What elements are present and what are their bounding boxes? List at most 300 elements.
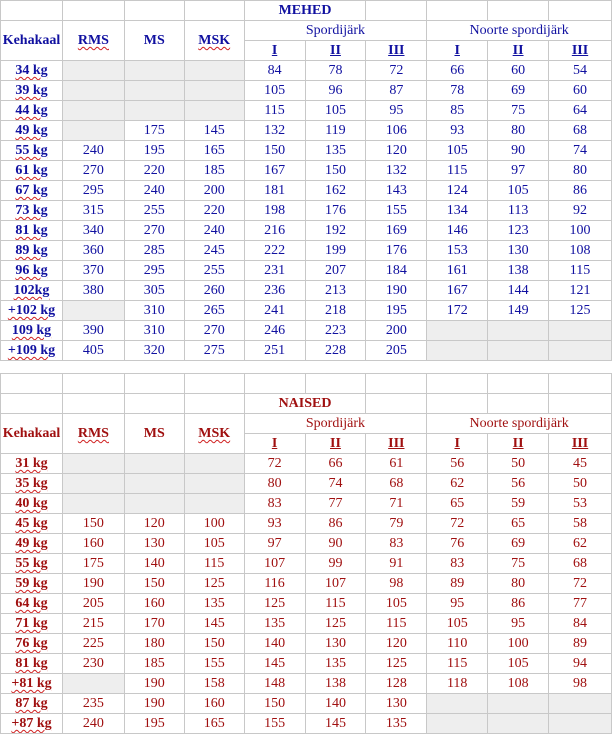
women-weight-cell[interactable] <box>1 654 63 674</box>
women-y1-cell[interactable]: 56 <box>427 454 488 474</box>
men-s2-cell[interactable]: 162 <box>305 181 366 201</box>
men-y2-cell[interactable] <box>488 341 549 361</box>
men-y3-cell[interactable]: 60 <box>549 81 612 101</box>
men-weight-cell[interactable] <box>1 81 63 101</box>
women-youth-III-header[interactable]: III <box>549 434 612 454</box>
women-weight-cell[interactable] <box>1 674 63 694</box>
women-weight-cell[interactable] <box>1 474 63 494</box>
men-s1-cell[interactable]: 198 <box>244 201 305 221</box>
women-y2-cell[interactable]: 56 <box>488 474 549 494</box>
men-msk-cell[interactable]: 165 <box>184 141 244 161</box>
men-s1-cell[interactable]: 236 <box>244 281 305 301</box>
cell-empty[interactable] <box>366 1 427 21</box>
women-ms-cell[interactable]: 130 <box>124 534 184 554</box>
men-rms-cell[interactable]: 270 <box>62 161 124 181</box>
men-y3-cell[interactable]: 108 <box>549 241 612 261</box>
women-msk-cell[interactable]: 125 <box>184 574 244 594</box>
women-s1-cell[interactable]: 107 <box>244 554 305 574</box>
women-s3-cell[interactable]: 130 <box>366 694 427 714</box>
women-youth-group-header[interactable]: Noorte spordijärk <box>427 414 612 434</box>
men-s2-cell[interactable]: 119 <box>305 121 366 141</box>
men-ms-cell[interactable]: 270 <box>124 221 184 241</box>
men-s3-cell[interactable]: 195 <box>366 301 427 321</box>
women-y3-cell[interactable]: 89 <box>549 634 612 654</box>
women-s3-cell[interactable]: 68 <box>366 474 427 494</box>
men-y3-cell[interactable] <box>549 321 612 341</box>
women-title[interactable]: NAISED <box>244 394 366 414</box>
women-s2-cell[interactable]: 74 <box>305 474 366 494</box>
women-s3-cell[interactable]: 98 <box>366 574 427 594</box>
women-s1-cell[interactable]: 93 <box>244 514 305 534</box>
men-msk-cell[interactable]: 275 <box>184 341 244 361</box>
women-s3-cell[interactable]: 125 <box>366 654 427 674</box>
women-rms-cell[interactable] <box>62 674 124 694</box>
men-ms-cell[interactable]: 310 <box>124 321 184 341</box>
men-y2-cell[interactable]: 130 <box>488 241 549 261</box>
men-y3-cell[interactable] <box>549 341 612 361</box>
women-s3-cell[interactable]: 128 <box>366 674 427 694</box>
women-y2-cell[interactable]: 69 <box>488 534 549 554</box>
women-weight-cell[interactable] <box>1 614 63 634</box>
men-youth-group-header[interactable]: Noorte spordijärk <box>427 21 612 41</box>
men-weight-cell[interactable] <box>1 261 63 281</box>
men-y3-cell[interactable]: 80 <box>549 161 612 181</box>
women-msk-cell[interactable]: 158 <box>184 674 244 694</box>
women-y3-cell[interactable] <box>549 694 612 714</box>
men-ms-cell[interactable]: 220 <box>124 161 184 181</box>
women-s3-cell[interactable]: 61 <box>366 454 427 474</box>
men-youth-III-header[interactable]: III <box>549 41 612 61</box>
men-y1-cell[interactable]: 146 <box>427 221 488 241</box>
men-rms-cell[interactable]: 360 <box>62 241 124 261</box>
men-s1-cell[interactable]: 241 <box>244 301 305 321</box>
women-s2-cell[interactable]: 107 <box>305 574 366 594</box>
men-ms-cell[interactable]: 255 <box>124 201 184 221</box>
men-ms-cell[interactable] <box>124 61 184 81</box>
men-s2-cell[interactable]: 218 <box>305 301 366 321</box>
men-weight-cell[interactable] <box>1 241 63 261</box>
women-s3-cell[interactable]: 83 <box>366 534 427 554</box>
women-ms-cell[interactable] <box>124 474 184 494</box>
women-y1-cell[interactable] <box>427 694 488 714</box>
men-msk-header[interactable] <box>184 21 244 61</box>
women-ms-cell[interactable]: 170 <box>124 614 184 634</box>
women-y1-cell[interactable]: 65 <box>427 494 488 514</box>
men-msk-cell[interactable] <box>184 61 244 81</box>
cell-empty[interactable] <box>427 374 488 394</box>
cell-empty[interactable] <box>184 374 244 394</box>
women-rms-cell[interactable]: 225 <box>62 634 124 654</box>
women-ms-cell[interactable]: 120 <box>124 514 184 534</box>
men-y3-cell[interactable]: 54 <box>549 61 612 81</box>
men-s1-cell[interactable]: 181 <box>244 181 305 201</box>
men-y1-cell[interactable]: 105 <box>427 141 488 161</box>
women-y1-cell[interactable]: 95 <box>427 594 488 614</box>
men-y1-cell[interactable]: 167 <box>427 281 488 301</box>
cell-empty[interactable] <box>366 374 427 394</box>
men-y2-cell[interactable]: 69 <box>488 81 549 101</box>
men-y2-cell[interactable]: 75 <box>488 101 549 121</box>
cell-empty[interactable] <box>1 374 63 394</box>
women-sport-II-header[interactable]: II <box>305 434 366 454</box>
men-rms-cell[interactable]: 370 <box>62 261 124 281</box>
men-s1-cell[interactable]: 84 <box>244 61 305 81</box>
women-msk-cell[interactable]: 100 <box>184 514 244 534</box>
women-y2-cell[interactable]: 75 <box>488 554 549 574</box>
women-y1-cell[interactable]: 83 <box>427 554 488 574</box>
cell-empty[interactable] <box>488 374 549 394</box>
women-y1-cell[interactable]: 110 <box>427 634 488 654</box>
men-youth-II-header[interactable]: II <box>488 41 549 61</box>
women-s2-cell[interactable]: 99 <box>305 554 366 574</box>
cell-empty[interactable] <box>488 394 549 414</box>
men-y1-cell[interactable]: 85 <box>427 101 488 121</box>
women-y2-cell[interactable]: 80 <box>488 574 549 594</box>
men-s2-cell[interactable]: 105 <box>305 101 366 121</box>
men-weight-cell[interactable] <box>1 181 63 201</box>
women-rms-cell[interactable]: 205 <box>62 594 124 614</box>
men-y3-cell[interactable]: 92 <box>549 201 612 221</box>
men-s1-cell[interactable]: 216 <box>244 221 305 241</box>
women-ms-cell[interactable]: 140 <box>124 554 184 574</box>
men-s3-cell[interactable]: 176 <box>366 241 427 261</box>
men-y1-cell[interactable]: 153 <box>427 241 488 261</box>
men-y2-cell[interactable]: 149 <box>488 301 549 321</box>
cell-empty[interactable] <box>549 374 612 394</box>
women-rms-cell[interactable]: 240 <box>62 714 124 734</box>
women-y3-cell[interactable]: 58 <box>549 514 612 534</box>
women-rms-cell[interactable]: 230 <box>62 654 124 674</box>
men-sport-group-header[interactable]: Spordijärk <box>244 21 427 41</box>
women-s2-cell[interactable]: 130 <box>305 634 366 654</box>
cell-empty[interactable] <box>124 374 184 394</box>
men-ms-cell[interactable]: 305 <box>124 281 184 301</box>
women-rms-cell[interactable] <box>62 474 124 494</box>
men-y1-cell[interactable]: 124 <box>427 181 488 201</box>
women-s2-cell[interactable]: 90 <box>305 534 366 554</box>
men-s2-cell[interactable]: 207 <box>305 261 366 281</box>
men-y2-cell[interactable]: 138 <box>488 261 549 281</box>
women-y2-cell[interactable]: 108 <box>488 674 549 694</box>
men-weight-cell[interactable] <box>1 101 63 121</box>
women-weight-cell[interactable] <box>1 554 63 574</box>
men-y1-cell[interactable]: 66 <box>427 61 488 81</box>
women-sport-group-header[interactable]: Spordijärk <box>244 414 427 434</box>
women-y2-cell[interactable]: 65 <box>488 514 549 534</box>
men-s3-cell[interactable]: 95 <box>366 101 427 121</box>
men-s3-cell[interactable]: 132 <box>366 161 427 181</box>
men-weight-cell[interactable] <box>1 281 63 301</box>
cell-empty[interactable] <box>124 1 184 21</box>
men-s3-cell[interactable]: 120 <box>366 141 427 161</box>
men-ms-cell[interactable]: 295 <box>124 261 184 281</box>
cell-empty[interactable] <box>62 394 124 414</box>
women-msk-cell[interactable]: 155 <box>184 654 244 674</box>
men-y2-cell[interactable]: 105 <box>488 181 549 201</box>
men-weight-cell[interactable] <box>1 201 63 221</box>
women-y3-cell[interactable]: 77 <box>549 594 612 614</box>
women-s1-cell[interactable]: 140 <box>244 634 305 654</box>
women-ms-cell[interactable]: 180 <box>124 634 184 654</box>
women-ms-cell[interactable]: 160 <box>124 594 184 614</box>
women-youth-I-header[interactable]: I <box>427 434 488 454</box>
women-msk-header[interactable] <box>184 414 244 454</box>
cell-empty[interactable] <box>1 1 63 21</box>
men-s1-cell[interactable]: 105 <box>244 81 305 101</box>
men-msk-cell[interactable]: 265 <box>184 301 244 321</box>
men-rms-cell[interactable] <box>62 81 124 101</box>
men-ms-cell[interactable]: 310 <box>124 301 184 321</box>
women-y1-cell[interactable]: 89 <box>427 574 488 594</box>
men-ms-cell[interactable]: 285 <box>124 241 184 261</box>
women-weight-cell[interactable] <box>1 594 63 614</box>
men-y2-cell[interactable]: 90 <box>488 141 549 161</box>
men-y1-cell[interactable]: 134 <box>427 201 488 221</box>
women-y1-cell[interactable]: 76 <box>427 534 488 554</box>
men-y3-cell[interactable]: 121 <box>549 281 612 301</box>
women-s2-cell[interactable]: 77 <box>305 494 366 514</box>
men-s2-cell[interactable]: 135 <box>305 141 366 161</box>
women-msk-cell[interactable]: 150 <box>184 634 244 654</box>
women-weight-cell[interactable] <box>1 574 63 594</box>
men-s3-cell[interactable]: 143 <box>366 181 427 201</box>
men-rms-cell[interactable]: 405 <box>62 341 124 361</box>
women-ms-cell[interactable]: 190 <box>124 674 184 694</box>
men-y1-cell[interactable] <box>427 341 488 361</box>
men-msk-cell[interactable]: 145 <box>184 121 244 141</box>
men-y1-cell[interactable]: 172 <box>427 301 488 321</box>
men-y2-cell[interactable]: 144 <box>488 281 549 301</box>
women-s2-cell[interactable]: 66 <box>305 454 366 474</box>
men-rms-cell[interactable]: 390 <box>62 321 124 341</box>
women-sport-I-header[interactable]: I <box>244 434 305 454</box>
women-sport-III-header[interactable]: III <box>366 434 427 454</box>
cell-empty[interactable] <box>488 1 549 21</box>
men-rms-cell[interactable] <box>62 101 124 121</box>
men-y2-cell[interactable]: 113 <box>488 201 549 221</box>
women-rms-cell[interactable]: 190 <box>62 574 124 594</box>
men-msk-cell[interactable]: 200 <box>184 181 244 201</box>
men-y3-cell[interactable]: 125 <box>549 301 612 321</box>
men-weight-cell[interactable] <box>1 161 63 181</box>
women-youth-II-header[interactable]: II <box>488 434 549 454</box>
men-s2-cell[interactable]: 228 <box>305 341 366 361</box>
men-msk-cell[interactable] <box>184 81 244 101</box>
cell-empty[interactable] <box>62 374 124 394</box>
women-weight-cell[interactable] <box>1 634 63 654</box>
women-ms-cell[interactable]: 185 <box>124 654 184 674</box>
cell-empty[interactable] <box>1 394 63 414</box>
men-s2-cell[interactable]: 192 <box>305 221 366 241</box>
men-s1-cell[interactable]: 246 <box>244 321 305 341</box>
women-ms-cell[interactable]: 150 <box>124 574 184 594</box>
women-s1-cell[interactable]: 97 <box>244 534 305 554</box>
men-title[interactable]: MEHED <box>244 1 366 21</box>
cell-empty[interactable] <box>62 1 124 21</box>
men-s2-cell[interactable]: 223 <box>305 321 366 341</box>
men-s2-cell[interactable]: 199 <box>305 241 366 261</box>
men-s2-cell[interactable]: 96 <box>305 81 366 101</box>
women-weight-cell[interactable] <box>1 534 63 554</box>
women-s3-cell[interactable]: 120 <box>366 634 427 654</box>
men-ms-cell[interactable] <box>124 81 184 101</box>
women-y1-cell[interactable]: 72 <box>427 514 488 534</box>
men-rms-header[interactable] <box>62 21 124 61</box>
cell-empty[interactable] <box>184 394 244 414</box>
men-sport-III-header[interactable]: III <box>366 41 427 61</box>
women-rms-cell[interactable]: 215 <box>62 614 124 634</box>
women-s1-cell[interactable]: 150 <box>244 694 305 714</box>
women-s3-cell[interactable]: 71 <box>366 494 427 514</box>
men-y2-cell[interactable]: 80 <box>488 121 549 141</box>
cell-empty[interactable] <box>549 394 612 414</box>
men-y3-cell[interactable]: 115 <box>549 261 612 281</box>
men-s1-cell[interactable]: 150 <box>244 141 305 161</box>
women-y2-cell[interactable]: 105 <box>488 654 549 674</box>
women-y3-cell[interactable]: 84 <box>549 614 612 634</box>
women-weight-cell[interactable] <box>1 694 63 714</box>
cell-empty[interactable] <box>124 394 184 414</box>
women-msk-cell[interactable]: 165 <box>184 714 244 734</box>
women-weight-cell[interactable] <box>1 454 63 474</box>
men-msk-cell[interactable]: 260 <box>184 281 244 301</box>
women-y2-cell[interactable] <box>488 694 549 714</box>
women-ms-cell[interactable]: 190 <box>124 694 184 714</box>
cell-empty[interactable] <box>549 1 612 21</box>
men-y1-cell[interactable] <box>427 321 488 341</box>
men-y1-cell[interactable]: 78 <box>427 81 488 101</box>
men-msk-cell[interactable]: 245 <box>184 241 244 261</box>
men-s3-cell[interactable]: 200 <box>366 321 427 341</box>
women-y3-cell[interactable] <box>549 714 612 734</box>
men-weight-cell[interactable] <box>1 301 63 321</box>
men-y1-cell[interactable]: 93 <box>427 121 488 141</box>
men-y2-cell[interactable]: 60 <box>488 61 549 81</box>
women-s1-cell[interactable]: 72 <box>244 454 305 474</box>
women-weight-cell[interactable] <box>1 714 63 734</box>
women-s2-cell[interactable]: 86 <box>305 514 366 534</box>
women-msk-cell[interactable]: 145 <box>184 614 244 634</box>
women-rms-cell[interactable]: 160 <box>62 534 124 554</box>
women-msk-cell[interactable] <box>184 454 244 474</box>
women-y3-cell[interactable]: 53 <box>549 494 612 514</box>
women-s1-cell[interactable]: 148 <box>244 674 305 694</box>
women-msk-cell[interactable] <box>184 474 244 494</box>
men-rms-cell[interactable] <box>62 61 124 81</box>
cell-empty[interactable] <box>305 374 366 394</box>
women-y3-cell[interactable]: 94 <box>549 654 612 674</box>
women-y1-cell[interactable]: 105 <box>427 614 488 634</box>
cell-empty[interactable] <box>427 1 488 21</box>
men-y1-cell[interactable]: 161 <box>427 261 488 281</box>
women-y2-cell[interactable] <box>488 714 549 734</box>
men-s3-cell[interactable]: 155 <box>366 201 427 221</box>
men-s1-cell[interactable]: 231 <box>244 261 305 281</box>
men-rms-cell[interactable] <box>62 121 124 141</box>
women-rms-cell[interactable] <box>62 454 124 474</box>
men-y2-cell[interactable]: 97 <box>488 161 549 181</box>
women-s2-cell[interactable]: 138 <box>305 674 366 694</box>
women-rms-cell[interactable]: 150 <box>62 514 124 534</box>
women-y2-cell[interactable]: 86 <box>488 594 549 614</box>
women-y3-cell[interactable]: 98 <box>549 674 612 694</box>
women-y3-cell[interactable]: 50 <box>549 474 612 494</box>
women-y3-cell[interactable]: 62 <box>549 534 612 554</box>
women-s3-cell[interactable]: 135 <box>366 714 427 734</box>
women-s2-cell[interactable]: 140 <box>305 694 366 714</box>
men-weight-cell[interactable] <box>1 121 63 141</box>
men-weight-cell[interactable] <box>1 321 63 341</box>
men-msk-cell[interactable] <box>184 101 244 121</box>
women-s2-cell[interactable]: 115 <box>305 594 366 614</box>
men-weight-cell[interactable] <box>1 61 63 81</box>
men-s1-cell[interactable]: 251 <box>244 341 305 361</box>
men-s1-cell[interactable]: 222 <box>244 241 305 261</box>
men-weight-cell[interactable] <box>1 341 63 361</box>
women-msk-cell[interactable] <box>184 494 244 514</box>
men-y2-cell[interactable]: 123 <box>488 221 549 241</box>
men-ms-cell[interactable]: 195 <box>124 141 184 161</box>
women-ms-cell[interactable] <box>124 454 184 474</box>
women-s1-cell[interactable]: 80 <box>244 474 305 494</box>
men-youth-I-header[interactable]: I <box>427 41 488 61</box>
men-ms-cell[interactable] <box>124 101 184 121</box>
men-rms-cell[interactable]: 240 <box>62 141 124 161</box>
cell-empty[interactable] <box>184 1 244 21</box>
women-rms-cell[interactable]: 175 <box>62 554 124 574</box>
women-y2-cell[interactable]: 100 <box>488 634 549 654</box>
women-msk-cell[interactable]: 135 <box>184 594 244 614</box>
men-rms-cell[interactable]: 295 <box>62 181 124 201</box>
women-s1-cell[interactable]: 145 <box>244 654 305 674</box>
men-weight-cell[interactable] <box>1 141 63 161</box>
men-sport-II-header[interactable]: II <box>305 41 366 61</box>
women-s3-cell[interactable]: 115 <box>366 614 427 634</box>
men-rms-cell[interactable]: 340 <box>62 221 124 241</box>
women-ms-cell[interactable] <box>124 494 184 514</box>
men-s3-cell[interactable]: 72 <box>366 61 427 81</box>
men-s3-cell[interactable]: 106 <box>366 121 427 141</box>
women-s1-cell[interactable]: 125 <box>244 594 305 614</box>
women-y2-cell[interactable]: 50 <box>488 454 549 474</box>
women-y1-cell[interactable]: 118 <box>427 674 488 694</box>
women-s2-cell[interactable]: 145 <box>305 714 366 734</box>
men-ms-header[interactable]: MS <box>124 21 184 61</box>
women-y3-cell[interactable]: 68 <box>549 554 612 574</box>
men-s3-cell[interactable]: 184 <box>366 261 427 281</box>
men-s2-cell[interactable]: 78 <box>305 61 366 81</box>
women-y3-cell[interactable]: 72 <box>549 574 612 594</box>
men-ms-cell[interactable]: 320 <box>124 341 184 361</box>
men-y2-cell[interactable] <box>488 321 549 341</box>
women-s2-cell[interactable]: 135 <box>305 654 366 674</box>
men-s2-cell[interactable]: 150 <box>305 161 366 181</box>
men-y3-cell[interactable]: 64 <box>549 101 612 121</box>
women-weight-cell[interactable] <box>1 514 63 534</box>
women-s3-cell[interactable]: 105 <box>366 594 427 614</box>
men-s1-cell[interactable]: 132 <box>244 121 305 141</box>
men-msk-cell[interactable]: 240 <box>184 221 244 241</box>
women-s2-cell[interactable]: 125 <box>305 614 366 634</box>
women-ms-cell[interactable]: 195 <box>124 714 184 734</box>
women-s1-cell[interactable]: 135 <box>244 614 305 634</box>
women-s1-cell[interactable]: 155 <box>244 714 305 734</box>
men-msk-cell[interactable]: 185 <box>184 161 244 181</box>
women-s1-cell[interactable]: 116 <box>244 574 305 594</box>
men-weight-cell[interactable] <box>1 221 63 241</box>
men-s3-cell[interactable]: 87 <box>366 81 427 101</box>
women-s3-cell[interactable]: 91 <box>366 554 427 574</box>
